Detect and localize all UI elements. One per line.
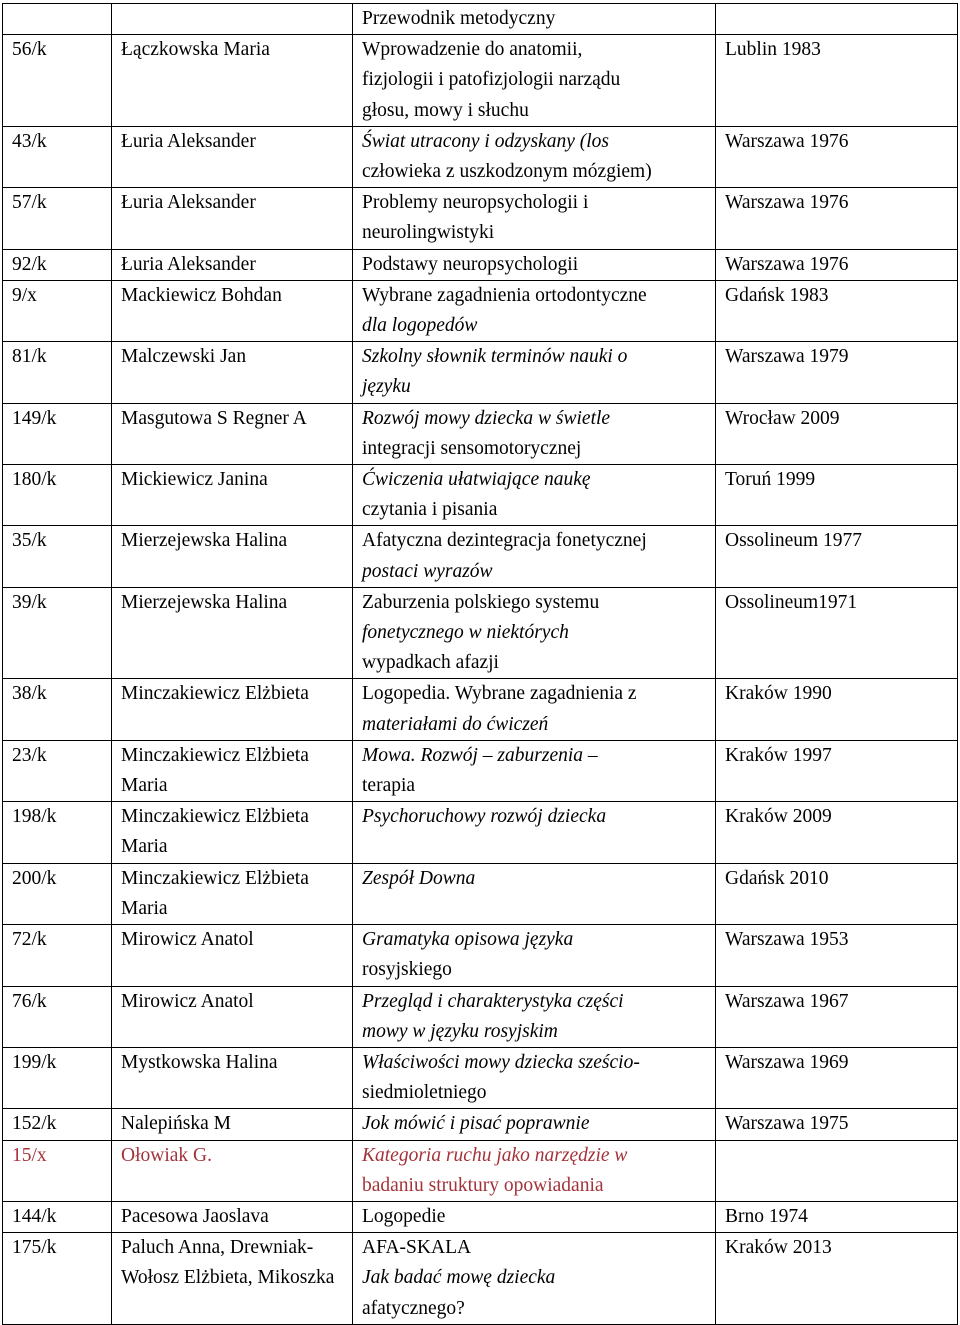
place-year-cell: Warszawa 1979 xyxy=(716,342,958,403)
title-cell: Wybrane zagadnienia ortodontyczne dla logopedów xyxy=(353,280,716,341)
author-cell: Łuria Aleksander xyxy=(112,126,353,187)
signature-cell: 198/k xyxy=(3,802,112,863)
title-cell: Problemy neuropsychologii i neurolingwistyki xyxy=(353,188,716,249)
title-cell: Afatyczna dezintegracja fonetycznej postaci wyrazów xyxy=(353,526,716,587)
table-row xyxy=(3,1109,958,1140)
signature-cell: 200/k xyxy=(3,863,112,924)
table-row xyxy=(3,863,958,924)
table-row xyxy=(3,1233,958,1325)
title-cell: Wprowadzenie do anatomii, fizjologii i patofizjologii narządu głosu, mowy i słuchu xyxy=(353,35,716,127)
table-row xyxy=(3,679,958,740)
author-cell: Mirowicz Anatol xyxy=(112,925,353,986)
table-row xyxy=(3,986,958,1047)
signature-cell: 175/k xyxy=(3,1233,112,1325)
signature-cell: 144/k xyxy=(3,1201,112,1232)
place-year-cell: Brno 1974 xyxy=(716,1201,958,1232)
title-cell: Mowa. Rozwój – zaburzenia – terapia xyxy=(353,740,716,801)
title-cell: Świat utracony i odzyskany (los człowieka z uszkodzonym mózgiem) xyxy=(353,126,716,187)
title-cell: Logopedia. Wybrane zagadnienia z materiałami do ćwiczeń xyxy=(353,679,716,740)
title-cell: Przegląd i charakterystyka części mowy w języku rosyjskim xyxy=(353,986,716,1047)
table-row xyxy=(3,403,958,464)
place-year-cell: Gdańsk 2010 xyxy=(716,863,958,924)
signature-cell: 199/k xyxy=(3,1047,112,1108)
place-year-cell: Kraków 1990 xyxy=(716,679,958,740)
signature-cell: 39/k xyxy=(3,587,112,679)
signature-cell: 76/k xyxy=(3,986,112,1047)
bibliography-table xyxy=(2,3,958,1325)
table-row xyxy=(3,35,958,127)
title-cell: Logopedie xyxy=(353,1201,716,1232)
place-year-cell: Warszawa 1953 xyxy=(716,925,958,986)
title-cell: Zaburzenia polskiego systemu fonetycznego w niektórych wypadkach afazji xyxy=(353,587,716,679)
title-cell: AFA-SKALA Jak badać mowę dziecka afatycznego? xyxy=(353,1233,716,1325)
title-cell: Kategoria ruchu jako narzędzie w badaniu struktury opowiadania xyxy=(353,1140,716,1201)
place-year-cell: Kraków 1997 xyxy=(716,740,958,801)
table-row xyxy=(3,740,958,801)
place-year-cell: Wrocław 2009 xyxy=(716,403,958,464)
place-year-cell: Gdańsk 1983 xyxy=(716,280,958,341)
signature-cell: 15/x xyxy=(3,1140,112,1201)
author-cell: Mystkowska Halina xyxy=(112,1047,353,1108)
author-cell: Masgutowa S Regner A xyxy=(112,403,353,464)
table-row xyxy=(3,802,958,863)
title-cell: Ćwiczenia ułatwiające naukę czytania i pisania xyxy=(353,465,716,526)
signature-cell xyxy=(3,4,112,35)
author-cell: Mierzejewska Halina xyxy=(112,587,353,679)
table-row xyxy=(3,126,958,187)
place-year-cell: Toruń 1999 xyxy=(716,465,958,526)
table-row xyxy=(3,1047,958,1108)
place-year-cell: Warszawa 1976 xyxy=(716,126,958,187)
signature-cell: 81/k xyxy=(3,342,112,403)
signature-cell: 180/k xyxy=(3,465,112,526)
table-row-highlighted xyxy=(3,1140,958,1201)
title-cell: Podstawy neuropsychologii xyxy=(353,249,716,280)
table-row xyxy=(3,465,958,526)
signature-cell: 149/k xyxy=(3,403,112,464)
place-year-cell: Warszawa 1976 xyxy=(716,188,958,249)
author-cell: Mirowicz Anatol xyxy=(112,986,353,1047)
place-year-cell xyxy=(716,4,958,35)
signature-cell: 56/k xyxy=(3,35,112,127)
table-row xyxy=(3,249,958,280)
table-row xyxy=(3,587,958,679)
place-year-cell: Ossolineum1971 xyxy=(716,587,958,679)
place-year-cell: Lublin 1983 xyxy=(716,35,958,127)
title-cell: Właściwości mowy dziecka sześcio- siedmioletniego xyxy=(353,1047,716,1108)
signature-cell: 57/k xyxy=(3,188,112,249)
author-cell: Pacesowa Jaoslava xyxy=(112,1201,353,1232)
title-cell: Psychoruchowy rozwój dziecka xyxy=(353,802,716,863)
author-cell: Minczakiewicz Elżbieta Maria xyxy=(112,863,353,924)
place-year-cell: Warszawa 1976 xyxy=(716,249,958,280)
title-cell: Przewodnik metodyczny xyxy=(353,4,716,35)
author-cell: Nalepińska M xyxy=(112,1109,353,1140)
author-cell: Paluch Anna, Drewniak-Wołosz Elżbieta, Mikoszka xyxy=(112,1233,353,1325)
signature-cell: 72/k xyxy=(3,925,112,986)
author-cell xyxy=(112,4,353,35)
author-cell: Łączkowska Maria xyxy=(112,35,353,127)
signature-cell: 35/k xyxy=(3,526,112,587)
place-year-cell xyxy=(716,1140,958,1201)
table-row xyxy=(3,188,958,249)
table-row xyxy=(3,925,958,986)
title-cell: Jok mówić i pisać poprawnie xyxy=(353,1109,716,1140)
author-cell: Minczakiewicz Elżbieta Maria xyxy=(112,740,353,801)
author-cell: Minczakiewicz Elżbieta Maria xyxy=(112,802,353,863)
author-cell: Minczakiewicz Elżbieta xyxy=(112,679,353,740)
author-cell: Ołowiak G. xyxy=(112,1140,353,1201)
place-year-cell: Kraków 2009 xyxy=(716,802,958,863)
title-cell: Gramatyka opisowa języka rosyjskiego xyxy=(353,925,716,986)
signature-cell: 92/k xyxy=(3,249,112,280)
author-cell: Malczewski Jan xyxy=(112,342,353,403)
signature-cell: 152/k xyxy=(3,1109,112,1140)
author-cell: Mackiewicz Bohdan xyxy=(112,280,353,341)
author-cell: Łuria Aleksander xyxy=(112,249,353,280)
place-year-cell: Kraków 2013 xyxy=(716,1233,958,1325)
table-row xyxy=(3,1201,958,1232)
place-year-cell: Warszawa 1969 xyxy=(716,1047,958,1108)
author-cell: Mickiewicz Janina xyxy=(112,465,353,526)
signature-cell: 38/k xyxy=(3,679,112,740)
table-row xyxy=(3,280,958,341)
author-cell: Łuria Aleksander xyxy=(112,188,353,249)
title-cell: Rozwój mowy dziecka w świetle integracji sensomotorycznej xyxy=(353,403,716,464)
signature-cell: 9/x xyxy=(3,280,112,341)
place-year-cell: Warszawa 1975 xyxy=(716,1109,958,1140)
place-year-cell: Warszawa 1967 xyxy=(716,986,958,1047)
author-cell: Mierzejewska Halina xyxy=(112,526,353,587)
signature-cell: 43/k xyxy=(3,126,112,187)
title-cell: Szkolny słownik terminów nauki o języku xyxy=(353,342,716,403)
title-cell: Zespół Downa xyxy=(353,863,716,924)
table-row xyxy=(3,342,958,403)
place-year-cell: Ossolineum 1977 xyxy=(716,526,958,587)
table-row xyxy=(3,4,958,35)
table-row xyxy=(3,526,958,587)
signature-cell: 23/k xyxy=(3,740,112,801)
